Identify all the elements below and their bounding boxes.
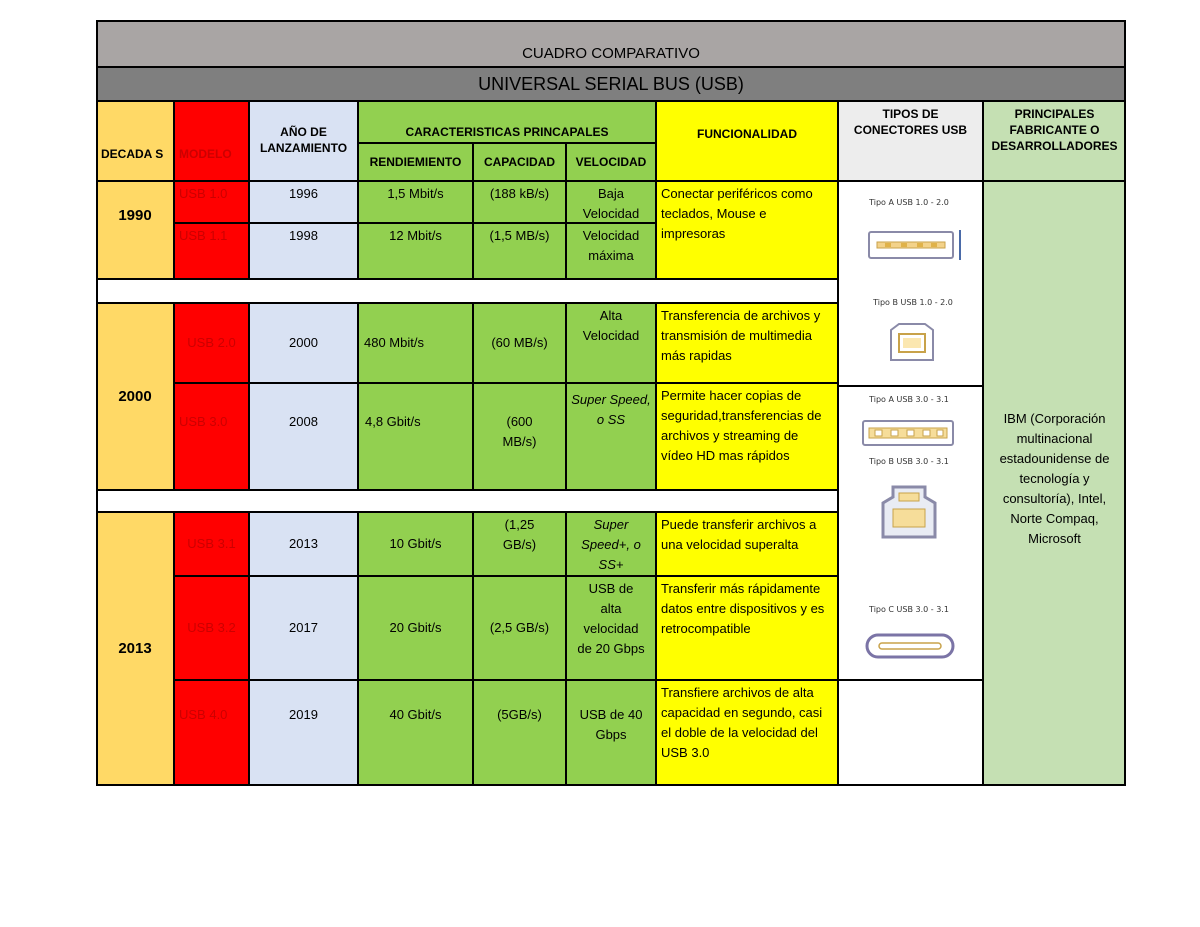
table-title: CUADRO COMPARATIVO [96, 20, 1126, 67]
header-caracteristicas: CARACTERISTICAS PRINCAPALES [358, 101, 656, 143]
row-velocidad: Super Speed, o SS [566, 383, 656, 490]
connector-label: Tipo A USB 3.0 - 3.1 [869, 395, 949, 404]
row-anio: 2008 [249, 383, 358, 490]
usb-a3-connector-icon [861, 419, 957, 449]
usb-a-connector-icon [867, 228, 963, 262]
row-anio: 1998 [249, 223, 358, 279]
usb-b-connector-icon [887, 322, 937, 362]
row-rendimiento: 4,8 Gbit/s [358, 383, 473, 490]
decade-2000: 2000 [96, 303, 174, 490]
row-modelo: USB 4.0 [174, 680, 249, 786]
header-fabricantes: PRINCIPALES FABRICANTE O DESARROLLADORES [983, 101, 1126, 181]
funcionalidad-row: Transfiere archivos de alta capacidad en segundo, casi el doble de la velocidad del USB 3.0 [656, 680, 838, 786]
row-capacidad: (60 MB/s) [473, 303, 566, 383]
row-rendimiento: 10 Gbit/s [358, 512, 473, 576]
row-modelo: USB 1.0 [174, 181, 249, 223]
row-capacidad: (1,25 GB/s) [473, 512, 566, 576]
row-anio: 2013 [249, 512, 358, 576]
connectors-empty-cell [838, 680, 983, 786]
row-rendimiento: 480 Mbit/s [358, 303, 473, 383]
decade-2013: 2013 [96, 512, 174, 786]
header-rendimiento: RENDIEMIENTO [358, 143, 473, 181]
connectors-usb3-cell [838, 386, 983, 680]
row-modelo: USB 2.0 [174, 303, 249, 383]
connector-label: Tipo A USB 1.0 - 2.0 [869, 198, 949, 207]
row-rendimiento: 1,5 Mbit/s [358, 181, 473, 223]
row-capacidad: (2,5 GB/s) [473, 576, 566, 680]
row-velocidad: USB de alta velocidad de 20 Gbps [566, 576, 656, 680]
header-funcionalidad: FUNCIONALIDAD [656, 101, 838, 181]
row-modelo: USB 3.1 [174, 512, 249, 576]
table-subtitle: UNIVERSAL SERIAL BUS (USB) [96, 67, 1126, 101]
header-modelo: MODELO [174, 101, 249, 181]
usb-c-connector-icon [865, 633, 955, 659]
row-velocidad: Velocidad máxima [566, 223, 656, 279]
connector-label: Tipo C USB 3.0 - 3.1 [869, 605, 949, 614]
funcionalidad-1990: Conectar periféricos como teclados, Mouse e impresoras [656, 181, 838, 279]
comparison-table [96, 20, 1126, 786]
row-rendimiento: 40 Gbit/s [358, 680, 473, 786]
row-capacidad: (5GB/s) [473, 680, 566, 786]
header-velocidad: VELOCIDAD [566, 143, 656, 181]
row-rendimiento: 20 Gbit/s [358, 576, 473, 680]
row-capacidad: (188 kB/s) [473, 181, 566, 223]
row-capacidad: (600 MB/s) [473, 383, 566, 490]
connector-label: Tipo B USB 1.0 - 2.0 [873, 298, 953, 307]
header-anio: AÑO DE LANZAMIENTO [249, 101, 358, 181]
separator-row [96, 490, 838, 512]
funcionalidad-row: Transferir más rápidamente datos entre dispositivos y es retrocompatible [656, 576, 838, 680]
header-decadas: DECADA S [96, 101, 174, 181]
decade-1990: 1990 [96, 181, 174, 279]
row-capacidad: (1,5 MB/s) [473, 223, 566, 279]
row-modelo: USB 3.0 [174, 383, 249, 490]
header-tipos: TIPOS DE CONECTORES USB [838, 101, 983, 181]
connectors-usb2-cell [838, 181, 983, 386]
row-anio: 1996 [249, 181, 358, 223]
row-anio: 2019 [249, 680, 358, 786]
header-capacidad: CAPACIDAD [473, 143, 566, 181]
row-velocidad: USB de 40 Gbps [566, 680, 656, 786]
row-velocidad: Baja Velocidad [566, 181, 656, 223]
separator-row [96, 279, 838, 303]
row-velocidad: Alta Velocidad [566, 303, 656, 383]
funcionalidad-row: Puede transferir archivos a una velocidad superalta [656, 512, 838, 576]
row-anio: 2000 [249, 303, 358, 383]
row-velocidad: Super Speed+, o SS+ [566, 512, 656, 576]
row-rendimiento: 12 Mbit/s [358, 223, 473, 279]
funcionalidad-row: Transferencia de archivos y transmisión de multimedia más rapidas [656, 303, 838, 383]
funcionalidad-row: Permite hacer copias de seguridad,transferencias de archivos y streaming de vídeo HD mas rápidos [656, 383, 838, 490]
row-modelo: USB 1.1 [174, 223, 249, 279]
connector-label: Tipo B USB 3.0 - 3.1 [869, 457, 949, 466]
row-modelo: USB 3.2 [174, 576, 249, 680]
usb-b3-connector-icon [879, 483, 939, 541]
row-anio: 2017 [249, 576, 358, 680]
fabricantes-cell: IBM (Corporación multinacional estadounidense de tecnología y consultoría), Intel, Norte Compaq, Microsoft [983, 181, 1126, 786]
